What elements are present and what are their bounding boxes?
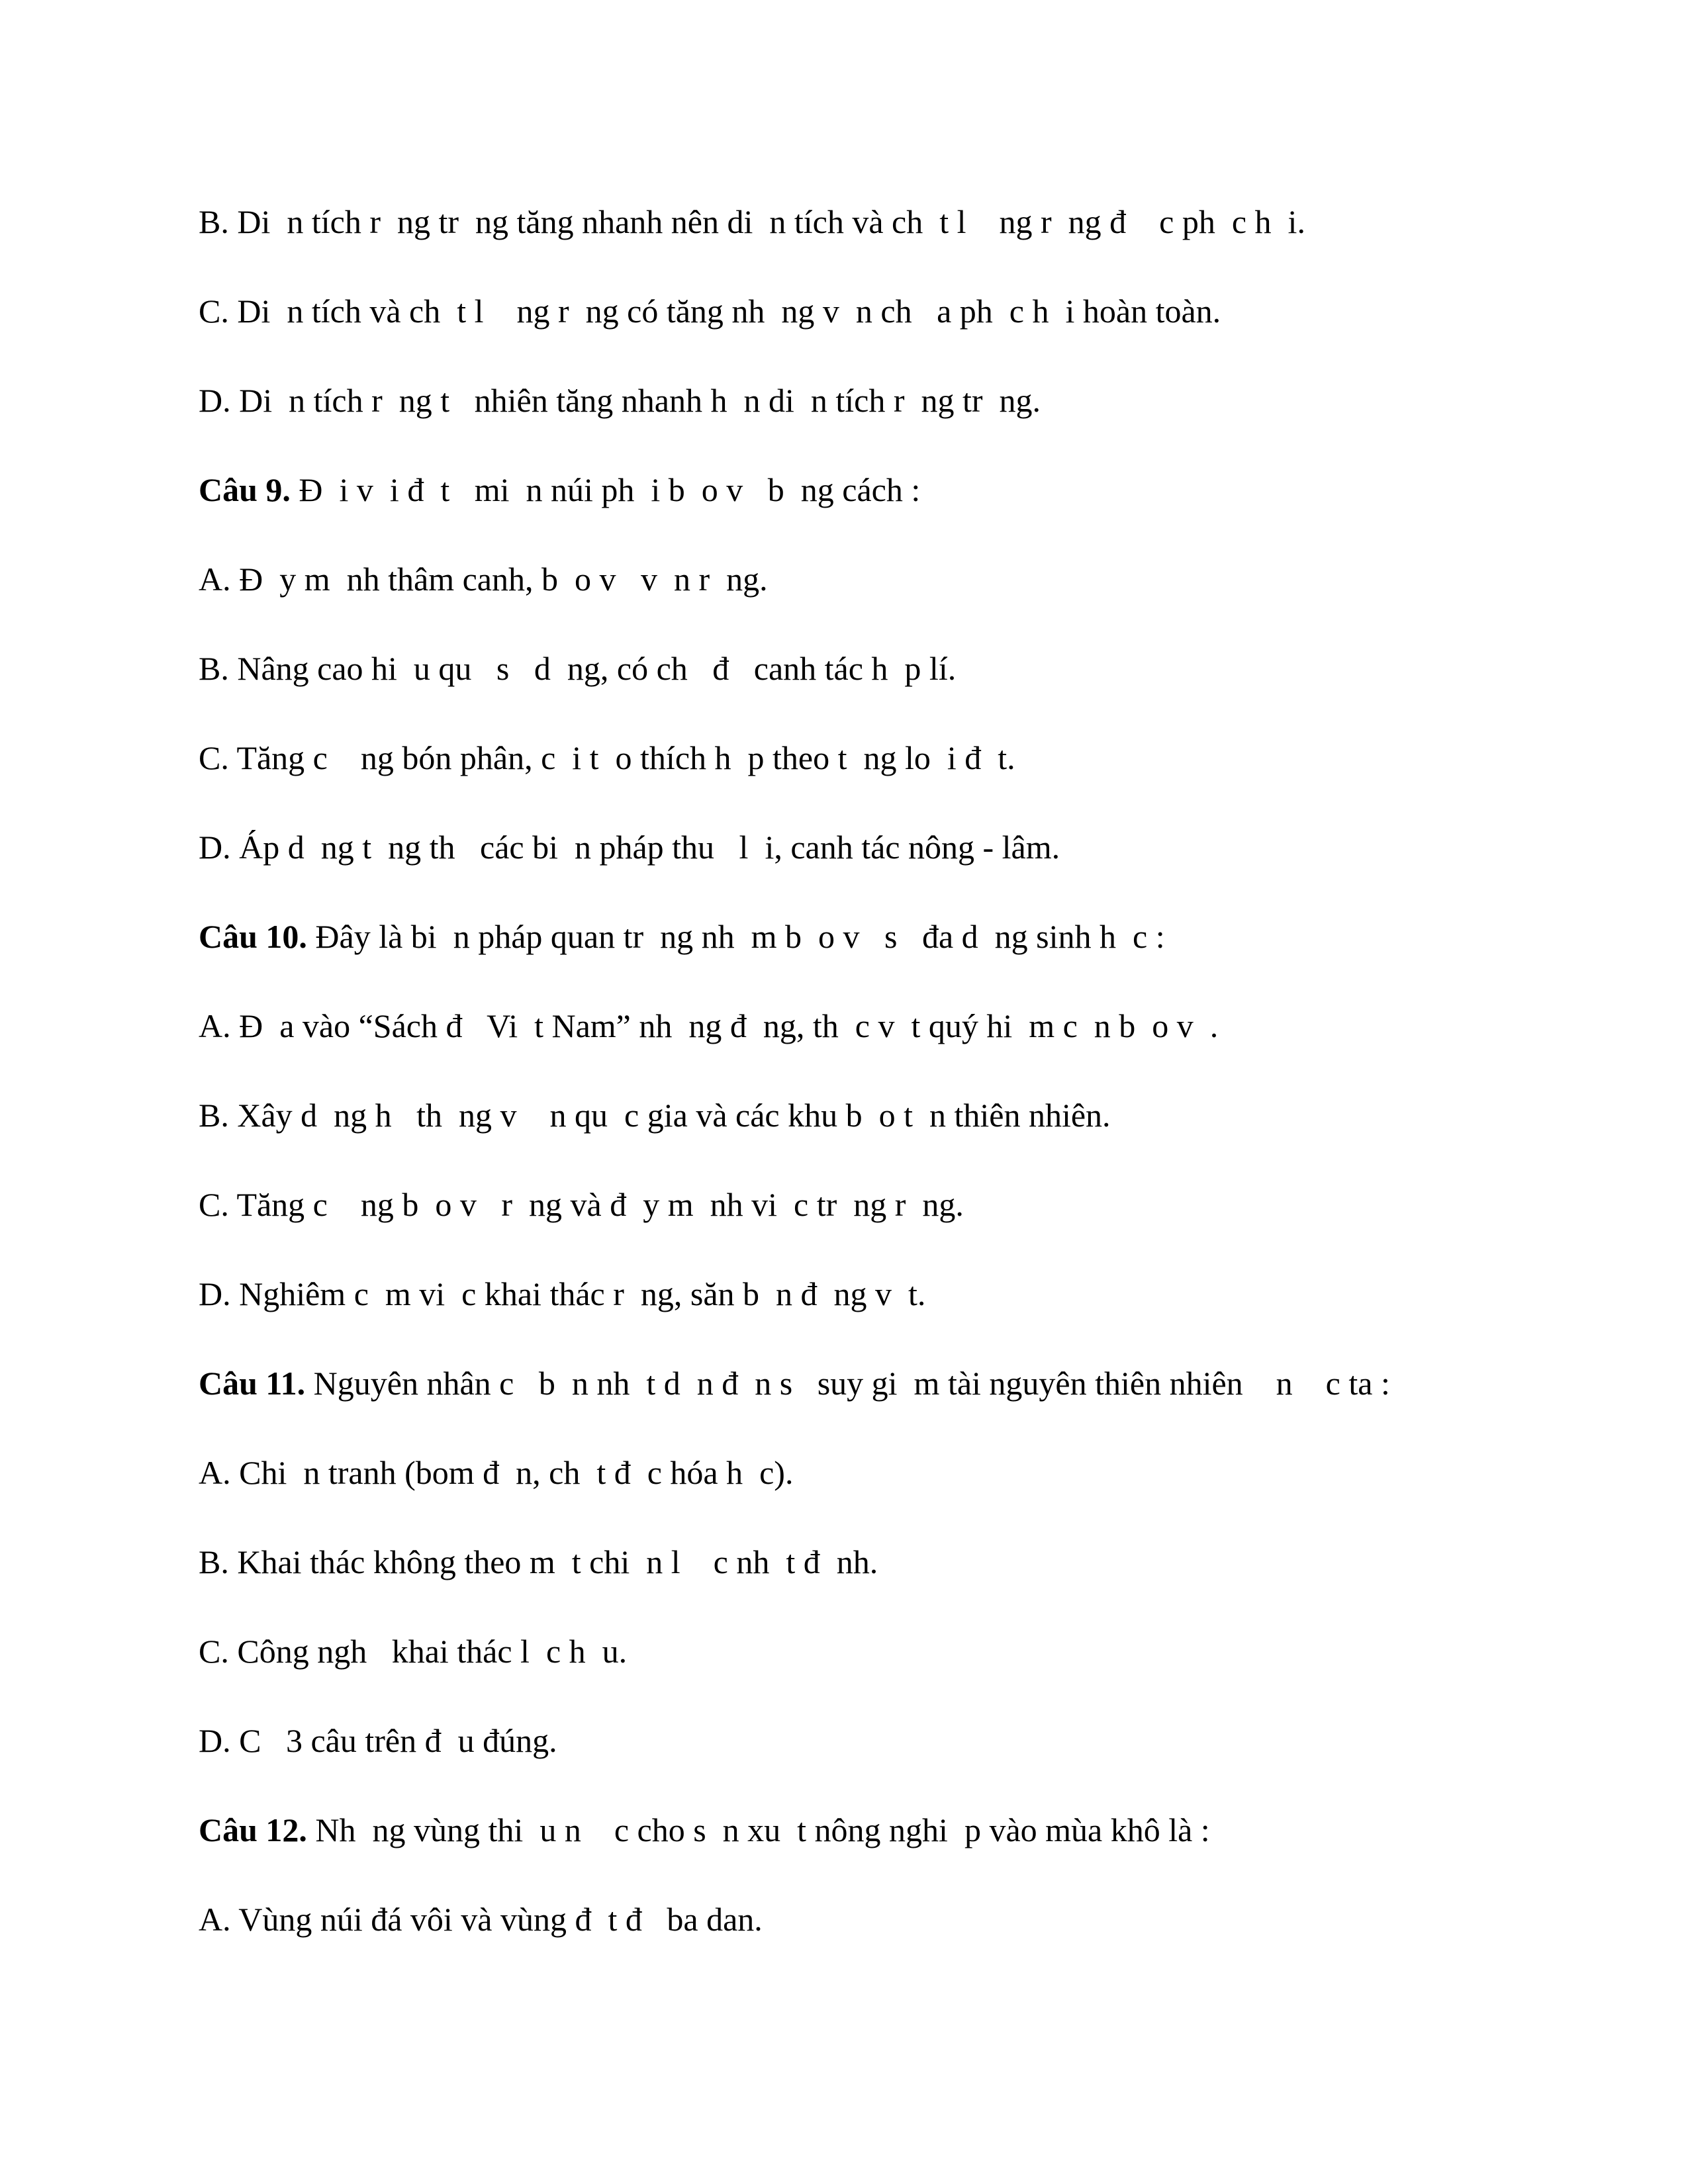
option-text: A. Đ a vào “Sách đ Vi t Nam” nh ng đ ng, th c v t quý hi m c n b o v . bbox=[199, 1007, 1219, 1044]
question-text: Nguyên nhân c b n nh t d n đ n s suy gi m tài nguyên thiên nhiên n c ta : bbox=[305, 1365, 1390, 1402]
option-line bbox=[199, 996, 1523, 1085]
question-line bbox=[199, 1800, 1523, 1889]
option-text: C. Tăng c ng b o v r ng và đ y m nh vi c tr ng r ng. bbox=[199, 1186, 964, 1223]
option-line bbox=[199, 371, 1523, 460]
option-text: A. Chi n tranh (bom đ n, ch t đ c hóa h c). bbox=[199, 1454, 794, 1491]
question-label: Câu 10. bbox=[199, 918, 307, 955]
option-line bbox=[199, 1532, 1523, 1621]
document-content bbox=[199, 192, 1523, 1979]
option-line bbox=[199, 1889, 1523, 1979]
option-text: C. Công ngh khai thác l c h u. bbox=[199, 1633, 628, 1670]
option-text: C. Di n tích và ch t l ng r ng có tăng nh ng v n ch a ph c h i hoàn toàn. bbox=[199, 293, 1221, 330]
option-line bbox=[199, 1443, 1523, 1532]
option-text: A. Đ y m nh thâm canh, b o v v n r ng. bbox=[199, 561, 768, 598]
question-line bbox=[199, 460, 1523, 549]
option-line bbox=[199, 1711, 1523, 1800]
question-text: Nh ng vùng thi u n c cho s n xu t nông nghi p vào mùa khô là : bbox=[306, 1811, 1210, 1848]
question-label: Câu 9. bbox=[199, 471, 291, 508]
option-text: B. Xây d ng h th ng v n qu c gia và các khu b o t n thiên nhiên. bbox=[199, 1097, 1111, 1134]
option-text: C. Tăng c ng bón phân, c i t o thích h p theo t ng lo i đ t. bbox=[199, 739, 1015, 776]
option-line bbox=[199, 728, 1523, 817]
question-line bbox=[199, 1353, 1523, 1443]
question-text: Đây là bi n pháp quan tr ng nh m b o v s đa d ng sinh h c : bbox=[306, 918, 1165, 955]
option-line bbox=[199, 1621, 1523, 1711]
option-text: D. C 3 câu trên đ u đúng. bbox=[199, 1722, 557, 1759]
option-text: D. Di n tích r ng t nhiên tăng nhanh h n di n tích r ng tr ng. bbox=[199, 382, 1041, 419]
option-text: D. Nghiêm c m vi c khai thác r ng, săn b n đ ng v t. bbox=[199, 1275, 926, 1312]
option-text: A. Vùng núi đá vôi và vùng đ t đ ba dan. bbox=[199, 1901, 763, 1938]
option-text: B. Nâng cao hi u qu s d ng, có ch đ canh tác h p lí. bbox=[199, 650, 957, 687]
option-line bbox=[199, 549, 1523, 639]
question-line bbox=[199, 907, 1523, 996]
option-line bbox=[199, 1264, 1523, 1353]
question-label: Câu 12. bbox=[199, 1811, 307, 1848]
option-line bbox=[199, 1175, 1523, 1264]
option-text: B. Khai thác không theo m t chi n l c nh t đ nh. bbox=[199, 1543, 878, 1580]
option-text: D. Áp d ng t ng th các bi n pháp thu l i, canh tác nông - lâm. bbox=[199, 829, 1060, 866]
option-line bbox=[199, 281, 1523, 371]
option-line bbox=[199, 1085, 1523, 1175]
option-line bbox=[199, 817, 1523, 907]
option-line bbox=[199, 192, 1523, 281]
option-text: B. Di n tích r ng tr ng tăng nhanh nên di n tích và ch t l ng r ng đ c ph c h i. bbox=[199, 203, 1305, 240]
question-label: Câu 11. bbox=[199, 1365, 306, 1402]
option-line bbox=[199, 639, 1523, 728]
question-text: Đ i v i đ t mi n núi ph i b o v b ng cách : bbox=[290, 471, 921, 508]
